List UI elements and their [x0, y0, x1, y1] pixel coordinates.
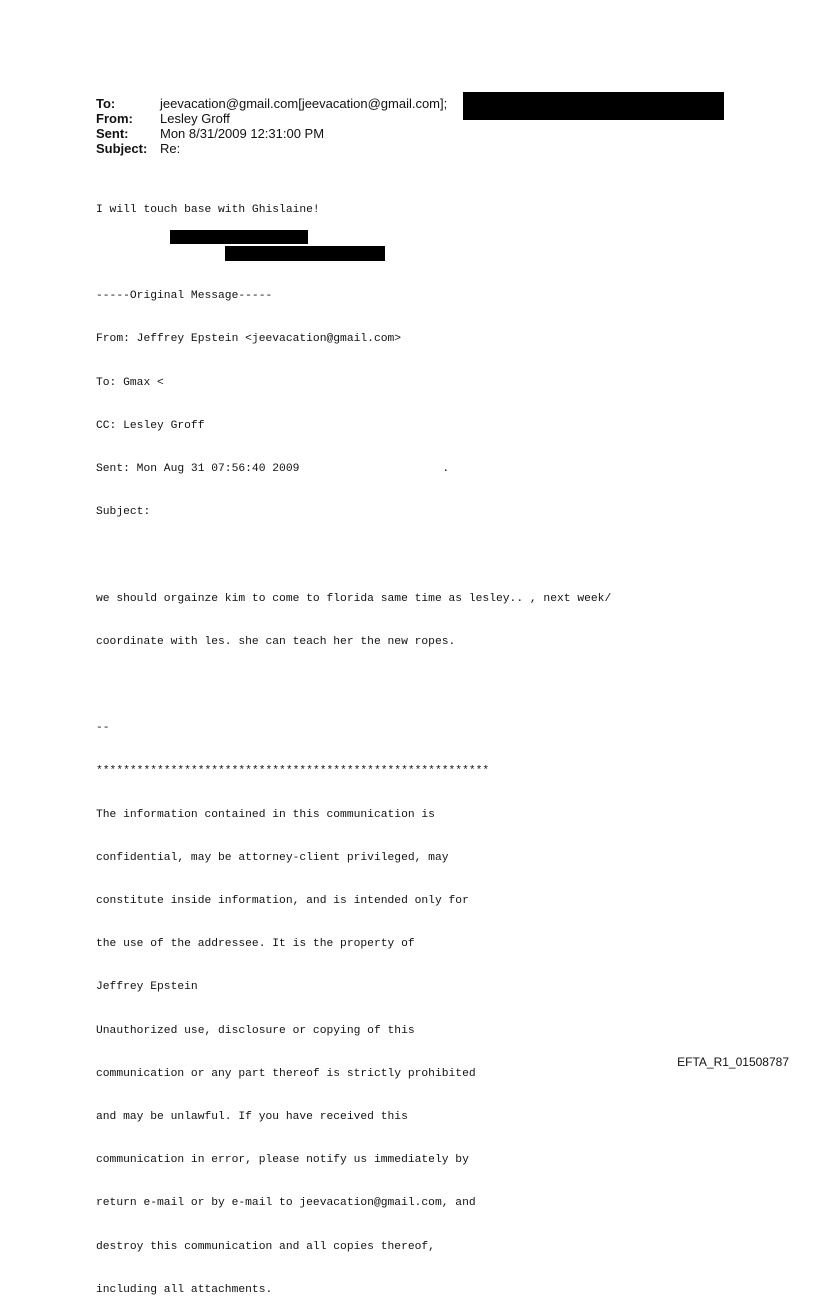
disclaimer-line: communication in error, please notify us immediately by	[96, 1154, 469, 1167]
subject-label: Subject:	[96, 141, 148, 156]
original-cc: CC: Lesley Groff	[96, 419, 205, 432]
disclaimer-line: including all attachments.	[96, 1283, 273, 1296]
disclaimer-line: Jeffrey Epstein	[96, 981, 198, 994]
sent-value: Mon 8/31/2009 12:31:00 PM	[160, 126, 325, 141]
from-value: Lesley Groff	[160, 111, 230, 126]
disclaimer-line: return e-mail or by e-mail to jeevacation@gmail.com, and	[96, 1197, 476, 1210]
signature-stars: **********************************************************	[96, 765, 490, 778]
disclaimer-line: destroy this communication and all copies thereof,	[96, 1240, 435, 1253]
redaction-block	[225, 246, 385, 261]
original-message-divider: -----Original Message-----	[96, 290, 273, 303]
disclaimer-line: Unauthorized use, disclosure or copying of this	[96, 1024, 415, 1037]
disclaimer-line: The information contained in this communication is	[96, 808, 435, 821]
to-value: jeevacation@gmail.com[jeevacation@gmail.com];	[160, 96, 448, 111]
to-label: To:	[96, 96, 116, 111]
disclaimer-line: communication or any part thereof is strictly prohibited	[96, 1067, 476, 1080]
redaction-block	[463, 92, 724, 120]
reply-text: I will touch base with Ghislaine!	[96, 203, 320, 216]
message-line: coordinate with les. she can teach her the new ropes.	[96, 635, 456, 648]
original-to: To: Gmax <	[96, 376, 164, 389]
from-label: From:	[96, 111, 133, 126]
subject-value: Re:	[160, 141, 181, 156]
disclaimer-line: the use of the addressee. It is the property of	[96, 938, 415, 951]
original-sent-trailing: .	[442, 463, 450, 476]
sent-label: Sent:	[96, 126, 129, 141]
disclaimer-line: and may be unlawful. If you have received this	[96, 1111, 408, 1124]
message-line: we should orgainze kim to come to florida same time as lesley.. , next week/	[96, 592, 612, 605]
redaction-block	[170, 230, 308, 244]
disclaimer-line: constitute inside information, and is intended only for	[96, 895, 469, 908]
original-sent	[96, 462, 611, 476]
email-body	[96, 174, 611, 1312]
original-subject: Subject:	[96, 506, 151, 519]
original-sent-text: Sent: Mon Aug 31 07:56:40 2009	[96, 463, 300, 476]
original-from: From: Jeffrey Epstein <jeevacation@gmail.com>	[96, 333, 402, 346]
bates-number: EFTA_R1_01508787	[677, 1055, 789, 1069]
disclaimer-line: confidential, may be attorney-client privileged, may	[96, 851, 449, 864]
signature-dashes: --	[96, 722, 110, 735]
